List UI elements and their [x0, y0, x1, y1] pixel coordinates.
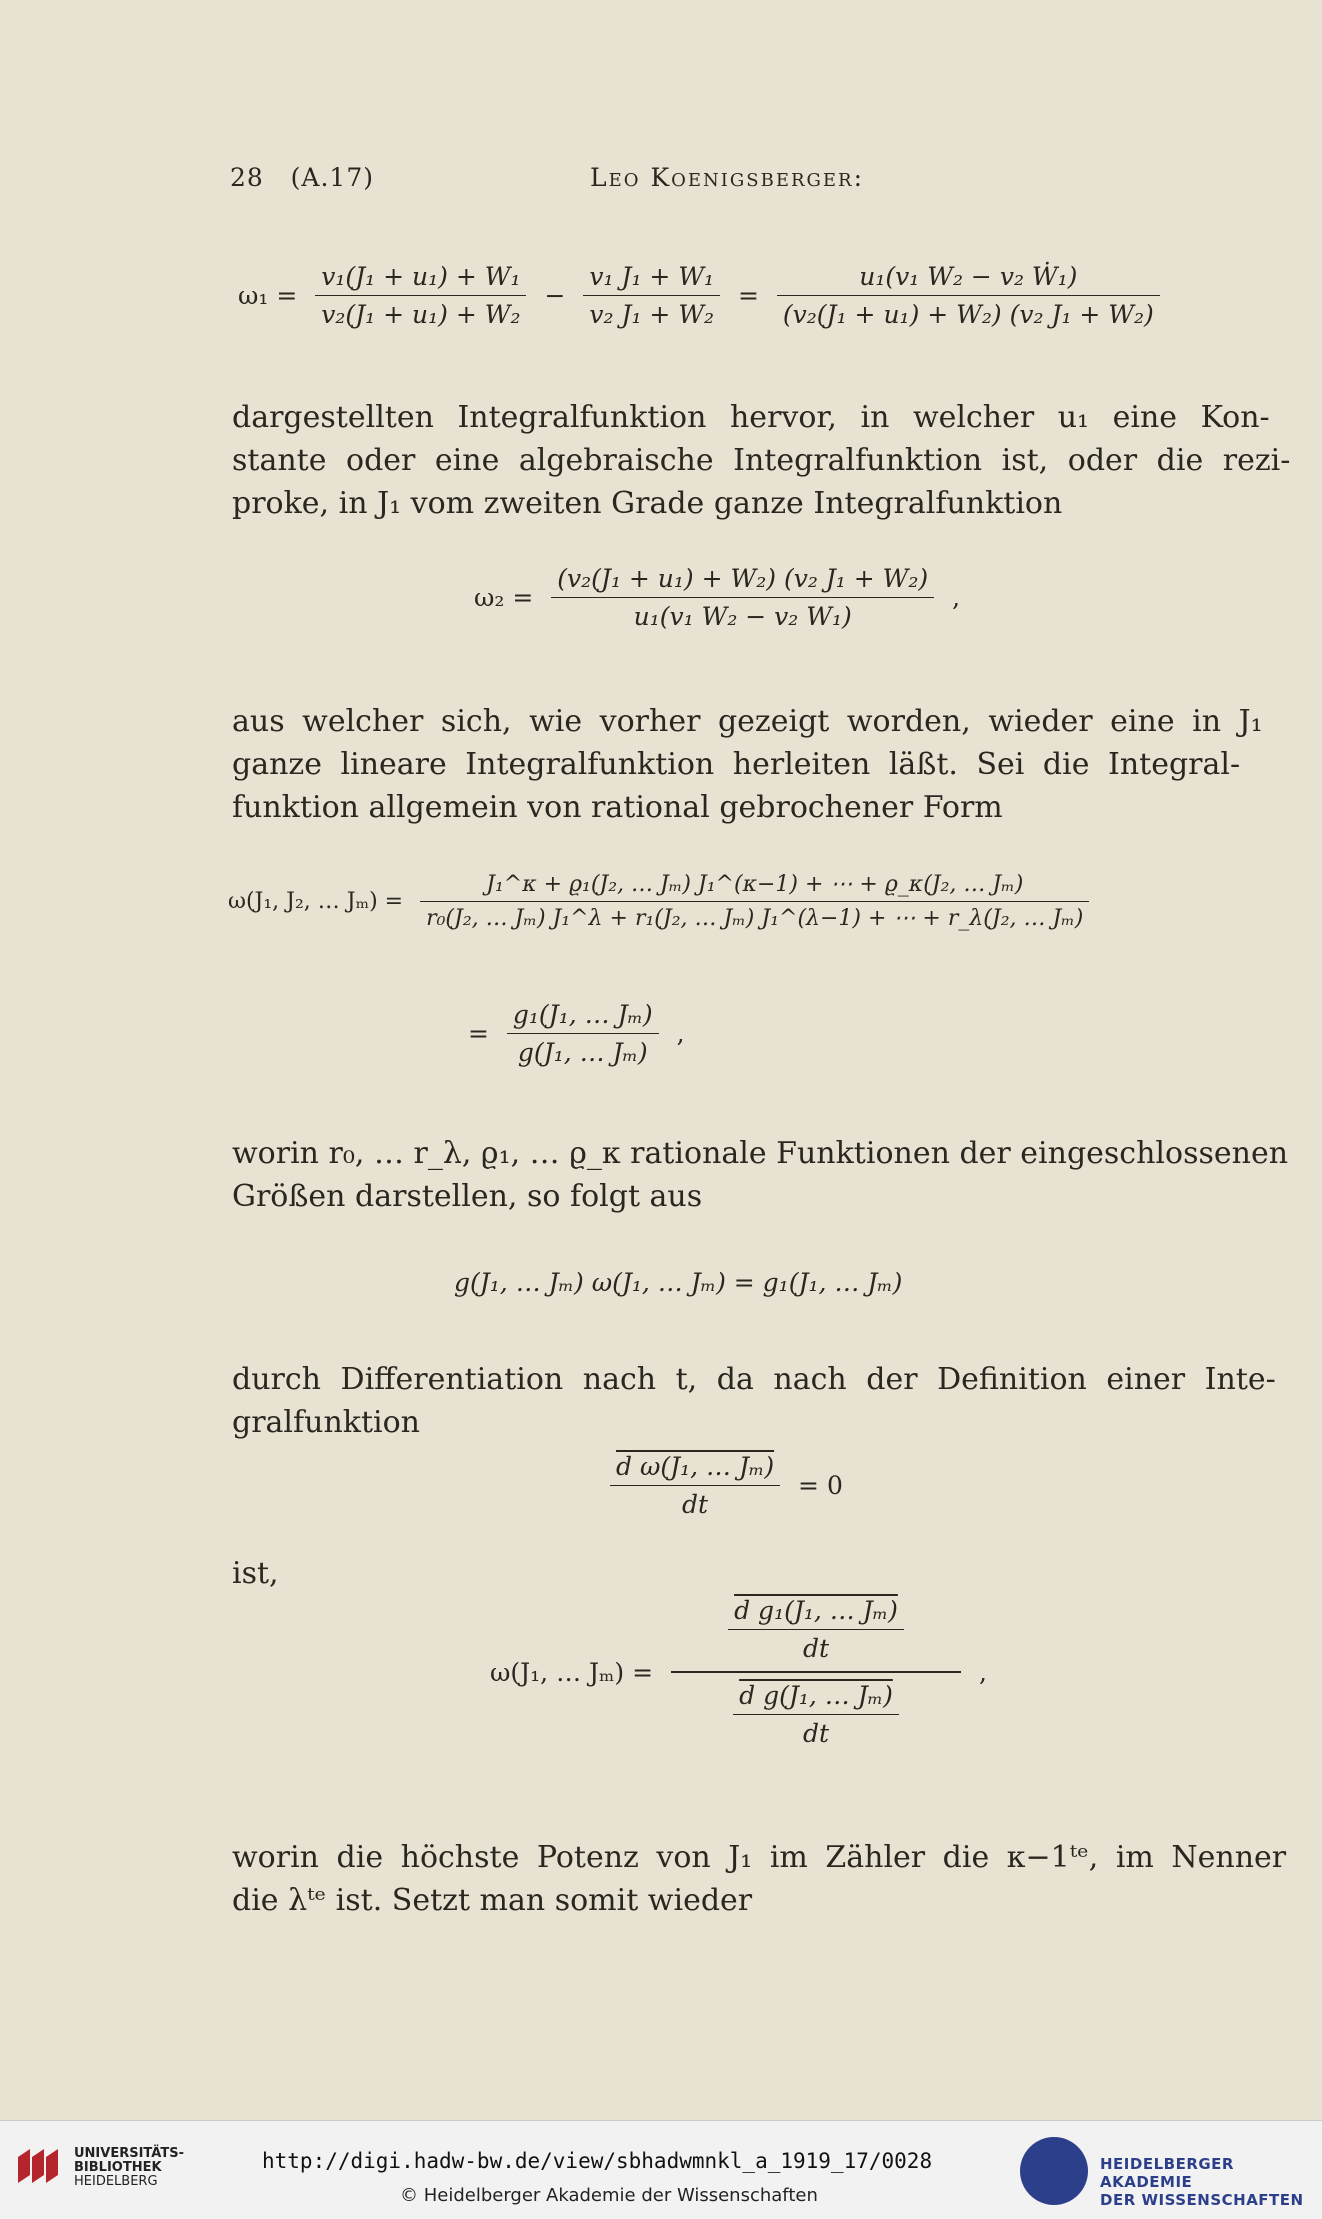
paragraph-2: aus welcher sich, wie vorher gezeigt worden, wieder eine in J₁ ganze lineare Integralfunktion herleiten läßt. Sei die Integral- funktion allgemein von rational gebrochener Form — [232, 704, 1263, 825]
equation-omega-general: ω(J₁, J₂, … Jₘ) = J₁^κ + ϱ₁(J₂, … Jₘ) J₁^(κ−1) + ⋯ + ϱ_κ(J₂, … Jₘ) r₀(J₂, … Jₘ) J₁^λ + r₁(J₂, … Jₘ) J₁^(λ−1) + ⋯ + r_λ(J₂, … Jₘ) — [228, 872, 1089, 931]
paragraph-4: durch Differentiation nach t, da nach der Definition einer Inte- gralfunktion — [232, 1362, 1276, 1440]
equation-omega1: ω₁ = $\frac{\text{v₁(J₁ + u₁) + W₁}}{\text{v₂(J₁ + u₁) + W₂}}$ − $\frac{\text{v₁ J₁ + W₁}}{\text{v₂ J₁ + W₂}}$ = $\frac{\text{u₁(v₁ W₂ − v₂ Ẇ₁)}}{\text{(v₂(J₁ + u₁) + W₂) (v₂ J₁ + W₂)}}$ — [228, 262, 1160, 329]
academy-name: HEIDELBERGER AKADEMIE DER WISSENSCHAFTEN — [1100, 2155, 1304, 2209]
running-title: Leo Koenigsberger: — [590, 163, 865, 192]
equation-omega-derivatives: ω(J₁, … Jₘ) = $\frac{\frac{\text{d g₁(J₁, … Jₘ)}}{dt}}{\frac{\text{d g(J₁, … Jₘ)}}{dt}}$ , — [490, 1596, 987, 1748]
footer-bar — [0, 2120, 1322, 2219]
equation-omega2: ω₂ = $\frac{\text{(v₂(J₁ + u₁) + W₂) (v₂ J₁ + W₂)}}{\text{u₁(v₁ W₂ − v₂ W₁)}}$ , — [474, 564, 961, 631]
library-name: UNIVERSITÄTS- BIBLIOTHEK HEIDELBERG — [74, 2146, 184, 2189]
paragraph-3: worin r₀, … r_λ, ϱ₁, … ϱ_κ rationale Funktionen der eingeschlossenen Größen darstellen, so folgt aus — [232, 1136, 1289, 1214]
academy-seal-icon — [1020, 2137, 1088, 2205]
paragraph-5: ist, — [232, 1556, 279, 1591]
paragraph-6: worin die höchste Potenz von J₁ im Zähler die κ−1ᵗᵉ, im Nenner die λᵗᵉ ist. Setzt man somit wieder — [232, 1840, 1287, 1918]
paragraph-1: dargestellten Integralfunktion hervor, in welcher u₁ eine Kon- stante oder eine algebraische Integralfunktion ist, oder die rezi- proke, in J₁ vom zweiten Grade ganze Integralfunktion — [232, 400, 1291, 521]
equation-product: g(J₁, … Jₘ) ω(J₁, … Jₘ) = g₁(J₁, … Jₘ) — [454, 1268, 903, 1297]
university-library-logo-icon — [12, 2143, 62, 2193]
copyright-notice: © Heidelberger Akademie der Wissenschaften — [400, 2185, 818, 2206]
equation-g-ratio: = $\frac{\text{g₁(J₁, … Jₘ)}}{\text{g(J₁, … Jₘ)}}$ , — [468, 1000, 685, 1067]
page-number: 28 (A.17) — [230, 163, 374, 192]
equation-derivative-zero: $\frac{\text{d ω(J₁, … Jₘ)}}{dt}$ = 0 — [610, 1452, 853, 1519]
permalink-url[interactable]: http://digi.hadw-bw.de/view/sbhadwmnkl_a_1919_17/0028 — [262, 2149, 933, 2173]
